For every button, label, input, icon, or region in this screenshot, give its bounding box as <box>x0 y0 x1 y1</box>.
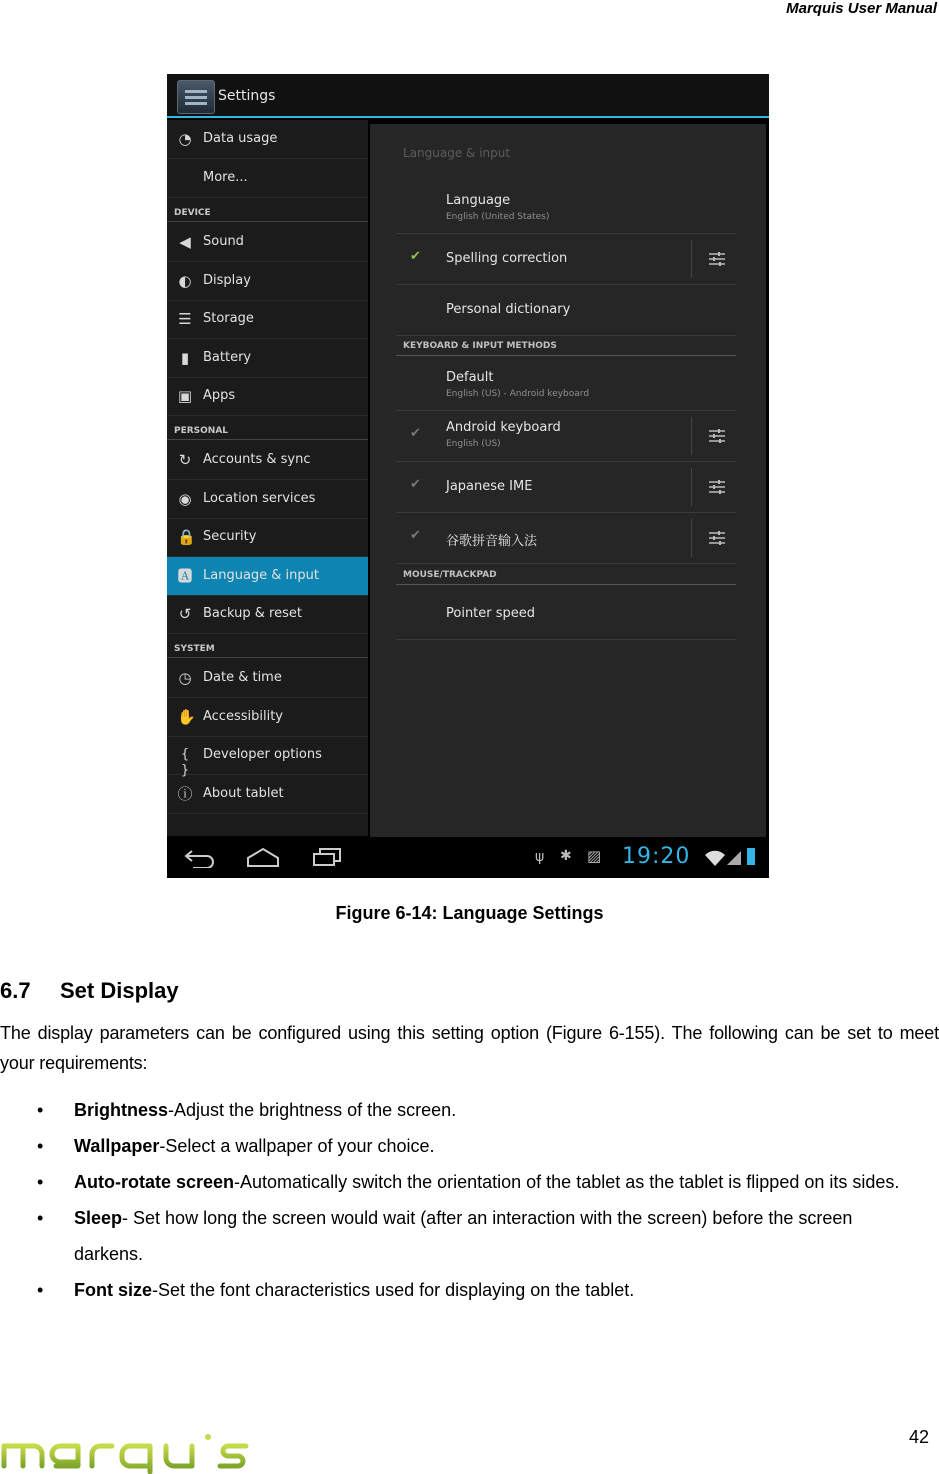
clock-icon: ◷ <box>178 669 192 687</box>
sidebar-header-system: SYSTEM <box>174 644 215 654</box>
hand-icon: ✋ <box>177 708 196 726</box>
list-item <box>0 1092 939 1128</box>
sidebar-item-location[interactable] <box>167 480 368 519</box>
divider <box>167 657 368 658</box>
display-icon: ◐ <box>178 272 192 290</box>
row-title: Pointer speed <box>446 606 536 621</box>
sidebar-item-label: Accessibility <box>203 709 283 724</box>
android-keyboard-row[interactable] <box>396 411 736 462</box>
japanese-ime-row[interactable] <box>396 462 736 513</box>
sidebar-item-backup-reset[interactable] <box>167 595 368 634</box>
category-mouse-trackpad: MOUSE/TRACKPAD <box>403 570 497 580</box>
recent-apps-icon[interactable] <box>312 847 342 867</box>
list-item <box>0 1128 939 1164</box>
row-title: Personal dictionary <box>446 302 571 317</box>
sidebar-header-device: DEVICE <box>174 208 211 218</box>
marquis-logo <box>0 1432 270 1474</box>
checkbox-checked-icon[interactable]: ✔ <box>410 477 421 492</box>
sidebar-item-label: Date & time <box>203 670 282 685</box>
sidebar-item-more[interactable] <box>167 159 368 198</box>
checkbox-checked-icon[interactable]: ✔ <box>410 249 421 264</box>
sidebar-item-apps[interactable] <box>167 377 368 416</box>
language-icon: 🅰 <box>177 567 193 585</box>
personal-dictionary-row[interactable] <box>396 285 736 336</box>
action-bar-divider <box>167 116 769 118</box>
speaker-icon: ◀ <box>179 233 191 251</box>
spelling-correction-row[interactable] <box>396 234 736 285</box>
sidebar-item-battery[interactable] <box>167 339 368 378</box>
manual-header-title: Marquis User Manual <box>786 0 937 17</box>
sidebar-item-label: Storage <box>203 311 254 326</box>
system-nav-bar <box>167 838 769 878</box>
bullet-icon: • <box>37 1208 44 1228</box>
sidebar-item-accessibility[interactable] <box>167 698 368 737</box>
bullet-text: -Set the font characteristics used for displaying on the tablet. <box>152 1280 635 1300</box>
wifi-icon <box>705 850 725 866</box>
divider <box>167 439 368 440</box>
sidebar-item-accounts-sync[interactable] <box>167 441 368 480</box>
settings-tune-icon[interactable] <box>708 478 726 496</box>
bullet-term: Font size <box>74 1280 153 1300</box>
google-pinyin-row[interactable] <box>396 513 736 564</box>
row-subtitle: English (United States) <box>446 212 550 222</box>
intro-paragraph: The display parameters can be configured using this setting option (Figure 6-155). The following can be set to meet your requirements: <box>0 1023 939 1073</box>
braces-icon: { } <box>180 747 190 778</box>
action-bar-title: Settings <box>218 88 276 104</box>
sidebar-item-label: Security <box>203 529 257 544</box>
row-title: Language <box>446 193 511 208</box>
bullet-icon: • <box>37 1136 44 1156</box>
pointer-speed-row[interactable] <box>396 589 736 640</box>
settings-tune-icon[interactable] <box>708 529 726 547</box>
divider <box>691 240 692 278</box>
divider <box>691 519 692 557</box>
settings-sidebar <box>167 120 368 836</box>
sidebar-item-label: Language & input <box>203 568 319 583</box>
sidebar-item-language-input[interactable] <box>167 557 368 596</box>
default-keyboard-row[interactable] <box>396 360 736 411</box>
android-debug-icon: ✱ <box>560 848 572 864</box>
language-row[interactable] <box>396 182 736 234</box>
sidebar-item-sound[interactable] <box>167 223 368 262</box>
action-bar <box>167 74 769 118</box>
row-title: Default <box>446 370 494 385</box>
checkbox-checked-icon[interactable]: ✔ <box>410 528 421 543</box>
apps-icon: ▣ <box>177 387 193 405</box>
settings-bullet-list <box>0 1092 939 1308</box>
signal-icon <box>727 851 741 865</box>
row-subtitle: English (US) <box>446 439 501 449</box>
divider <box>396 584 736 585</box>
checkbox-checked-icon[interactable]: ✔ <box>410 426 421 441</box>
section-title: Set Display <box>60 978 179 1003</box>
backup-icon: ↺ <box>178 605 192 623</box>
sidebar-item-label: More... <box>203 170 248 185</box>
sidebar-item-storage[interactable] <box>167 300 368 339</box>
page-number: 42 <box>908 1427 929 1447</box>
divider <box>396 355 736 356</box>
sidebar-item-label: Battery <box>203 350 252 365</box>
sidebar-item-label: Apps <box>203 388 236 403</box>
back-icon[interactable] <box>183 848 215 868</box>
divider <box>167 221 368 222</box>
gallery-icon: ▨ <box>587 847 602 865</box>
sidebar-item-developer-options[interactable] <box>167 736 368 778</box>
language-input-panel <box>370 124 766 837</box>
sidebar-item-about-tablet[interactable] <box>167 775 368 814</box>
sidebar-item-data-usage[interactable] <box>167 120 368 159</box>
info-icon: ⓘ <box>177 785 193 803</box>
sidebar-item-display[interactable] <box>167 262 368 301</box>
settings-tune-icon[interactable] <box>708 250 726 268</box>
bullet-text: -Select a wallpaper of your choice. <box>159 1136 435 1156</box>
sidebar-item-label: Developer options <box>203 747 322 762</box>
section-number: 6.7 <box>0 978 31 1003</box>
bullet-icon: • <box>37 1280 44 1300</box>
bullet-term: Wallpaper <box>74 1136 160 1156</box>
sidebar-item-date-time[interactable] <box>167 659 368 698</box>
settings-tune-icon[interactable] <box>708 427 726 445</box>
row-title: Japanese IME <box>446 479 533 494</box>
row-title: Spelling correction <box>446 251 568 266</box>
sidebar-item-label: Accounts & sync <box>203 452 311 467</box>
divider <box>691 417 692 455</box>
bullet-text: - Set how long the screen would wait (after an interaction with the screen) before the screen darkens. <box>74 1208 853 1264</box>
sidebar-item-label: Backup & reset <box>203 606 302 621</box>
sidebar-item-security[interactable] <box>167 518 368 557</box>
sync-icon: ↻ <box>178 451 192 469</box>
battery-icon: ▮ <box>180 349 190 367</box>
list-item <box>0 1272 939 1308</box>
panel-title: Language & input <box>403 146 511 160</box>
sidebar-item-label: Location services <box>203 491 316 506</box>
category-keyboard-input-methods: KEYBOARD & INPUT METHODS <box>403 341 557 351</box>
settings-app-icon[interactable] <box>177 80 215 114</box>
lock-icon: 🔒 <box>177 528 196 546</box>
sidebar-header-personal: PERSONAL <box>174 426 229 436</box>
divider <box>691 468 692 506</box>
sidebar-item-label: Sound <box>203 234 244 249</box>
battery-status-icon <box>747 848 755 865</box>
usb-icon: ψ <box>535 849 545 865</box>
status-clock: 19:20 <box>622 844 691 869</box>
bullet-icon: • <box>37 1100 44 1120</box>
figure-caption: Figure 6-14: Language Settings <box>335 903 604 923</box>
bullet-text: -Adjust the brightness of the screen. <box>168 1100 457 1120</box>
row-title: Android keyboard <box>446 420 561 435</box>
bullet-term: Sleep <box>74 1208 123 1228</box>
language-settings-screenshot <box>167 74 769 878</box>
bullet-term: Brightness <box>74 1100 169 1120</box>
data-usage-icon: ◔ <box>178 130 192 148</box>
sidebar-item-label: About tablet <box>203 786 284 801</box>
sidebar-item-label: Data usage <box>203 131 278 146</box>
row-title: 谷歌拼音输入法 <box>446 534 538 549</box>
bullet-text: -Automatically switch the orientation of the tablet as the tablet is flipped on its sides. <box>234 1172 900 1192</box>
bullet-icon: • <box>37 1172 44 1192</box>
sidebar-item-label: Display <box>203 273 251 288</box>
list-item <box>0 1164 939 1200</box>
list-item <box>0 1200 939 1272</box>
location-icon: ◉ <box>178 490 192 508</box>
row-subtitle: English (US) - Android keyboard <box>446 389 590 399</box>
storage-icon: ☰ <box>178 310 192 328</box>
home-icon[interactable] <box>245 846 281 868</box>
bullet-term: Auto-rotate screen <box>74 1172 235 1192</box>
